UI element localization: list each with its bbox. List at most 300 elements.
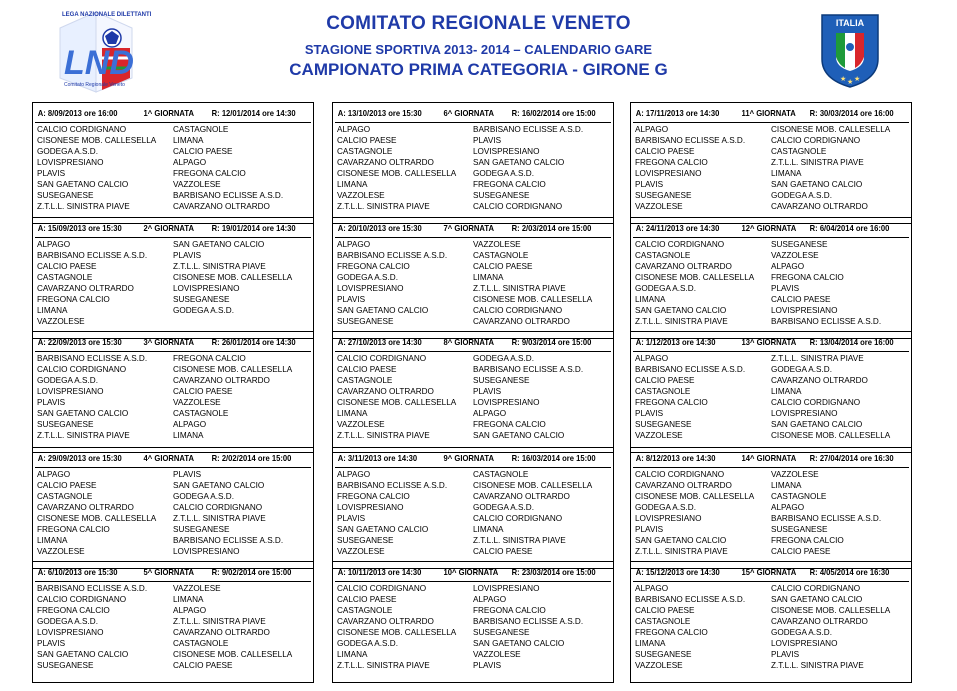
round-number: 15^ GIORNATA <box>741 567 797 577</box>
away-team: PLAVIS <box>473 387 502 396</box>
away-team: CALCIO PAESE <box>771 295 831 304</box>
match-row <box>37 546 313 557</box>
away-team: VAZZOLESE <box>771 470 819 479</box>
match-row <box>37 135 313 146</box>
home-team: GODEGA A.S.D. <box>37 617 98 626</box>
match-row <box>635 502 911 513</box>
round-number: 1^ GIORNATA <box>143 108 194 118</box>
away-team: BARBISANO ECLISSE A.S.D. <box>473 617 584 626</box>
away-team: CAVARZANO OLTRARDO <box>771 202 868 211</box>
match-row <box>635 272 911 283</box>
match-row <box>337 190 613 201</box>
match-row <box>37 430 313 441</box>
away-team: GODEGA A.S.D. <box>473 169 534 178</box>
ritorno-date: R: 6/04/2014 ore 16:00 <box>809 223 890 233</box>
match-row <box>37 480 313 491</box>
round-box <box>32 102 314 224</box>
home-team: BARBISANO ECLISSE A.S.D. <box>37 584 148 593</box>
home-team: Z.T.L.L. SINISTRA PIAVE <box>37 431 130 440</box>
away-team: CISONESE MOB. CALLESELLA <box>173 365 293 374</box>
match-row <box>337 594 613 605</box>
away-team: Z.T.L.L. SINISTRA PIAVE <box>473 284 566 293</box>
match-row <box>337 660 613 671</box>
home-team: FREGONA CALCIO <box>635 398 708 407</box>
round-header <box>35 220 311 238</box>
home-team: CALCIO PAESE <box>337 595 397 604</box>
away-team: SAN GAETANO CALCIO <box>473 639 565 648</box>
home-team: FREGONA CALCIO <box>37 525 110 534</box>
away-team: LOVISPRESIANO <box>173 284 240 293</box>
home-team: CISONESE MOB. CALLESELLA <box>337 169 457 178</box>
andata-date: A: 17/11/2013 ore 14:30 <box>635 108 720 118</box>
match-row <box>37 660 313 671</box>
home-team: SAN GAETANO CALCIO <box>337 306 429 315</box>
away-team: FREGONA CALCIO <box>771 273 844 282</box>
away-team: PLAVIS <box>173 470 202 479</box>
match-row <box>337 491 613 502</box>
away-team: ALPAGO <box>473 409 507 418</box>
match-row <box>337 513 613 524</box>
match-row <box>337 124 613 135</box>
match-list <box>337 353 613 441</box>
away-team: BARBISANO ECLISSE A.S.D. <box>473 125 584 134</box>
round-header <box>335 220 611 238</box>
match-row <box>635 638 911 649</box>
match-list <box>635 469 911 557</box>
match-row <box>635 250 911 261</box>
match-row <box>37 535 313 546</box>
match-row <box>337 649 613 660</box>
away-team: BARBISANO ECLISSE A.S.D. <box>771 514 882 523</box>
match-row <box>635 353 911 364</box>
match-row <box>337 261 613 272</box>
match-row <box>635 168 911 179</box>
away-team: SAN GAETANO CALCIO <box>173 481 265 490</box>
away-team: VAZZOLESE <box>473 240 521 249</box>
home-team: PLAVIS <box>337 514 366 523</box>
round-number: 5^ GIORNATA <box>143 567 194 577</box>
andata-date: A: 24/11/2013 ore 14:30 <box>635 223 720 233</box>
home-team: CALCIO PAESE <box>37 262 97 271</box>
home-team: LIMANA <box>635 295 666 304</box>
andata-date: A: 15/12/2013 ore 14:30 <box>635 567 720 577</box>
match-row <box>337 638 613 649</box>
away-team: LIMANA <box>771 169 802 178</box>
match-row <box>635 239 911 250</box>
away-team: LOVISPRESIANO <box>173 547 240 556</box>
away-team: SUSEGANESE <box>771 525 828 534</box>
match-row <box>635 546 911 557</box>
andata-date: A: 29/09/2013 ore 15:30 <box>37 453 122 463</box>
championship-title: CAMPIONATO PRIMA CATEGORIA - GIRONE G <box>289 60 668 79</box>
away-team: FREGONA CALCIO <box>473 420 546 429</box>
away-team: GODEGA A.S.D. <box>473 354 534 363</box>
away-team: Z.T.L.L. SINISTRA PIAVE <box>771 354 864 363</box>
match-row <box>635 535 911 546</box>
away-team: ALPAGO <box>473 595 507 604</box>
home-team: GODEGA A.S.D. <box>37 376 98 385</box>
home-team: CASTAGNOLE <box>37 273 93 282</box>
match-row <box>635 419 911 430</box>
away-team: CAVARZANO OLTRARDO <box>473 317 570 326</box>
round-number: 3^ GIORNATA <box>143 337 194 347</box>
home-team: Z.T.L.L. SINISTRA PIAVE <box>337 661 430 670</box>
match-row <box>635 524 911 535</box>
round-box <box>332 561 614 683</box>
away-team: Z.T.L.L. SINISTRA PIAVE <box>173 514 266 523</box>
match-row <box>37 638 313 649</box>
match-row <box>37 353 313 364</box>
round-box <box>32 447 314 569</box>
away-team: SUSEGANESE <box>473 191 530 200</box>
home-team: CALCIO PAESE <box>37 481 97 490</box>
home-team: PLAVIS <box>37 169 66 178</box>
match-row <box>37 616 313 627</box>
away-team: CAVARZANO OLTRARDO <box>173 628 270 637</box>
round-box <box>630 561 912 683</box>
away-team: LIMANA <box>173 136 204 145</box>
away-team: CALCIO PAESE <box>771 547 831 556</box>
match-row <box>37 157 313 168</box>
home-team: Z.T.L.L. SINISTRA PIAVE <box>635 317 728 326</box>
away-team: LOVISPRESIANO <box>771 409 838 418</box>
match-row <box>635 283 911 294</box>
round-box <box>332 331 614 453</box>
match-row <box>337 364 613 375</box>
round-number: 6^ GIORNATA <box>443 108 494 118</box>
andata-date: A: 20/10/2013 ore 15:30 <box>337 223 422 233</box>
home-team: CAVARZANO OLTRARDO <box>337 158 434 167</box>
home-team: PLAVIS <box>337 295 366 304</box>
figc-logo <box>820 13 880 89</box>
away-team: ALPAGO <box>173 158 207 167</box>
match-row <box>635 491 911 502</box>
home-team: GODEGA A.S.D. <box>337 273 398 282</box>
away-team: CALCIO CORDIGNANO <box>473 306 563 315</box>
match-row <box>635 179 911 190</box>
round-header <box>335 450 611 468</box>
round-number: 13^ GIORNATA <box>741 337 797 347</box>
away-team: SAN GAETANO CALCIO <box>473 158 565 167</box>
match-row <box>37 491 313 502</box>
home-team: VAZZOLESE <box>635 202 683 211</box>
match-row <box>37 283 313 294</box>
match-row <box>337 419 613 430</box>
match-row <box>337 386 613 397</box>
round-number: 2^ GIORNATA <box>143 223 194 233</box>
home-team: GODEGA A.S.D. <box>37 147 98 156</box>
away-team: LOVISPRESIANO <box>473 398 540 407</box>
away-team: BARBISANO ECLISSE A.S.D. <box>173 536 284 545</box>
ritorno-date: R: 9/03/2014 ore 15:00 <box>511 337 592 347</box>
match-list <box>37 124 313 212</box>
away-team: BARBISANO ECLISSE A.S.D. <box>771 317 882 326</box>
home-team: GODEGA A.S.D. <box>635 503 696 512</box>
home-team: LIMANA <box>337 650 368 659</box>
match-row <box>337 201 613 212</box>
home-team: SUSEGANESE <box>635 650 692 659</box>
lnd-letters: LND <box>64 44 134 82</box>
ritorno-date: R: 2/02/2014 ore 15:00 <box>211 453 292 463</box>
home-team: CALCIO CORDIGNANO <box>337 354 427 363</box>
match-row <box>635 397 911 408</box>
away-team: CISONESE MOB. CALLESELLA <box>473 295 593 304</box>
home-team: VAZZOLESE <box>635 661 683 670</box>
away-team: VAZZOLESE <box>173 584 221 593</box>
match-row <box>337 616 613 627</box>
home-team: BARBISANO ECLISSE A.S.D. <box>635 595 746 604</box>
away-team: CALCIO CORDIGNANO <box>173 503 263 512</box>
away-team: FREGONA CALCIO <box>173 169 246 178</box>
match-row <box>635 364 911 375</box>
andata-date: A: 27/10/2013 ore 14:30 <box>337 337 422 347</box>
match-list <box>37 353 313 441</box>
match-row <box>337 375 613 386</box>
ritorno-date: R: 19/01/2014 ore 14:30 <box>211 223 296 233</box>
home-team: LOVISPRESIANO <box>37 628 104 637</box>
away-team: FREGONA CALCIO <box>173 354 246 363</box>
home-team: CAVARZANO OLTRARDO <box>37 284 134 293</box>
match-row <box>37 239 313 250</box>
away-team: VAZZOLESE <box>173 398 221 407</box>
home-team: SUSEGANESE <box>37 420 94 429</box>
away-team: SUSEGANESE <box>173 525 230 534</box>
home-team: SUSEGANESE <box>635 191 692 200</box>
home-team: FREGONA CALCIO <box>37 295 110 304</box>
away-team: LOVISPRESIANO <box>771 306 838 315</box>
home-team: CISONESE MOB. CALLESELLA <box>37 514 157 523</box>
andata-date: A: 10/11/2013 ore 14:30 <box>337 567 422 577</box>
match-row <box>37 408 313 419</box>
home-team: ALPAGO <box>37 240 71 249</box>
ritorno-date: R: 27/04/2014 ore 16:30 <box>809 453 894 463</box>
home-team: CASTAGNOLE <box>337 376 393 385</box>
page-title: COMITATO REGIONALE VENETO <box>326 13 631 34</box>
round-header <box>335 564 611 582</box>
home-team: SAN GAETANO CALCIO <box>37 180 129 189</box>
home-team: LOVISPRESIANO <box>635 514 702 523</box>
away-team: CALCIO CORDIGNANO <box>771 584 861 593</box>
home-team: BARBISANO ECLISSE A.S.D. <box>37 251 148 260</box>
home-team: CALCIO CORDIGNANO <box>37 595 127 604</box>
ritorno-date: R: 30/03/2014 ore 16:00 <box>809 108 894 118</box>
home-team: BARBISANO ECLISSE A.S.D. <box>635 365 746 374</box>
home-team: BARBISANO ECLISSE A.S.D. <box>337 481 448 490</box>
home-team: SUSEGANESE <box>337 536 394 545</box>
match-row <box>337 239 613 250</box>
away-team: SAN GAETANO CALCIO <box>473 431 565 440</box>
away-team: LIMANA <box>173 595 204 604</box>
home-team: CISONESE MOB. CALLESELLA <box>635 492 755 501</box>
match-row <box>337 430 613 441</box>
away-team: SAN GAETANO CALCIO <box>173 240 265 249</box>
match-row <box>37 294 313 305</box>
away-team: CALCIO PAESE <box>473 262 533 271</box>
match-row <box>635 386 911 397</box>
away-team: VAZZOLESE <box>173 180 221 189</box>
andata-date: A: 13/10/2013 ore 15:30 <box>337 108 422 118</box>
away-team: CISONESE MOB. CALLESELLA <box>771 606 891 615</box>
match-list <box>337 239 613 327</box>
home-team: PLAVIS <box>635 409 664 418</box>
match-row <box>337 535 613 546</box>
away-team: CAVARZANO OLTRARDO <box>771 376 868 385</box>
away-team: CALCIO CORDIGNANO <box>473 514 563 523</box>
home-team: CALCIO CORDIGNANO <box>337 584 427 593</box>
away-team: ALPAGO <box>173 420 207 429</box>
home-team: FREGONA CALCIO <box>337 262 410 271</box>
match-row <box>635 375 911 386</box>
match-list <box>37 469 313 557</box>
away-team: BARBISANO ECLISSE A.S.D. <box>173 191 284 200</box>
match-row <box>37 124 313 135</box>
away-team: CASTAGNOLE <box>771 492 827 501</box>
away-team: ALPAGO <box>771 503 805 512</box>
away-team: LIMANA <box>771 481 802 490</box>
ritorno-date: R: 4/05/2014 ore 16:30 <box>809 567 890 577</box>
match-row <box>37 168 313 179</box>
match-row <box>635 605 911 616</box>
match-row <box>37 250 313 261</box>
home-team: SAN GAETANO CALCIO <box>635 306 727 315</box>
home-team: LIMANA <box>37 536 68 545</box>
away-team: ALPAGO <box>173 606 207 615</box>
home-team: CALCIO PAESE <box>635 376 695 385</box>
andata-date: A: 8/12/2013 ore 14:30 <box>635 453 716 463</box>
home-team: Z.T.L.L. SINISTRA PIAVE <box>337 202 430 211</box>
match-row <box>37 190 313 201</box>
away-team: GODEGA A.S.D. <box>771 628 832 637</box>
match-row <box>635 124 911 135</box>
match-row <box>37 305 313 316</box>
round-header <box>35 450 311 468</box>
away-team: GODEGA A.S.D. <box>771 191 832 200</box>
match-row <box>37 386 313 397</box>
home-team: Z.T.L.L. SINISTRA PIAVE <box>635 547 728 556</box>
match-row <box>635 146 911 157</box>
away-team: CASTAGNOLE <box>771 147 827 156</box>
home-team: CASTAGNOLE <box>635 387 691 396</box>
away-team: SAN GAETANO CALCIO <box>771 595 863 604</box>
away-team: SUSEGANESE <box>173 295 230 304</box>
home-team: PLAVIS <box>37 398 66 407</box>
away-team: Z.T.L.L. SINISTRA PIAVE <box>173 617 266 626</box>
away-team: Z.T.L.L. SINISTRA PIAVE <box>173 262 266 271</box>
match-row <box>337 524 613 535</box>
away-team: CALCIO CORDIGNANO <box>771 136 861 145</box>
home-team: ALPAGO <box>635 354 669 363</box>
away-team: CISONESE MOB. CALLESELLA <box>771 125 891 134</box>
home-team: LIMANA <box>635 639 666 648</box>
match-row <box>337 397 613 408</box>
home-team: LOVISPRESIANO <box>37 387 104 396</box>
away-team: SUSEGANESE <box>473 376 530 385</box>
home-team: CASTAGNOLE <box>337 606 393 615</box>
home-team: FREGONA CALCIO <box>635 628 708 637</box>
round-number: 8^ GIORNATA <box>443 337 494 347</box>
home-team: PLAVIS <box>635 525 664 534</box>
round-box <box>332 102 614 224</box>
match-row <box>635 201 911 212</box>
match-row <box>635 616 911 627</box>
match-row <box>635 469 911 480</box>
away-team: LOVISPRESIANO <box>473 147 540 156</box>
home-team: CISONESE MOB. CALLESELLA <box>337 628 457 637</box>
match-row <box>337 546 613 557</box>
match-row <box>337 605 613 616</box>
away-team: Z.T.L.L. SINISTRA PIAVE <box>771 661 864 670</box>
match-list <box>337 124 613 212</box>
round-header <box>35 334 311 352</box>
match-row <box>635 157 911 168</box>
ritorno-date: R: 2/03/2014 ore 15:00 <box>511 223 592 233</box>
away-team: SAN GAETANO CALCIO <box>771 420 863 429</box>
away-team: LOVISPRESIANO <box>771 639 838 648</box>
match-row <box>337 305 613 316</box>
away-team: GODEGA A.S.D. <box>173 306 234 315</box>
away-team: CASTAGNOLE <box>173 639 229 648</box>
home-team: CALCIO PAESE <box>635 147 695 156</box>
home-team: CAVARZANO OLTRARDO <box>337 617 434 626</box>
star-icon: ★ <box>840 75 847 83</box>
andata-date: A: 6/10/2013 ore 15:30 <box>37 567 118 577</box>
home-team: CALCIO CORDIGNANO <box>37 125 127 134</box>
away-team: CASTAGNOLE <box>173 125 229 134</box>
ritorno-date: R: 12/01/2014 ore 14:30 <box>211 108 296 118</box>
home-team: GODEGA A.S.D. <box>337 639 398 648</box>
match-row <box>37 375 313 386</box>
match-row <box>635 135 911 146</box>
home-team: CALCIO CORDIGNANO <box>635 470 725 479</box>
round-box <box>630 102 912 224</box>
away-team: SUSEGANESE <box>771 240 828 249</box>
match-row <box>337 157 613 168</box>
round-number: 4^ GIORNATA <box>143 453 194 463</box>
star-icon: ★ <box>847 78 854 86</box>
home-team: SAN GAETANO CALCIO <box>37 650 129 659</box>
match-row <box>635 261 911 272</box>
round-header <box>633 220 909 238</box>
away-team: FREGONA CALCIO <box>771 536 844 545</box>
match-row <box>37 594 313 605</box>
home-team: SAN GAETANO CALCIO <box>337 525 429 534</box>
away-team: CISONESE MOB. CALLESELLA <box>771 431 891 440</box>
season-subtitle: STAGIONE SPORTIVA 2013- 2014 – CALENDARIO GARE <box>304 42 653 57</box>
match-row <box>635 316 911 327</box>
home-team: SUSEGANESE <box>635 420 692 429</box>
match-row <box>337 179 613 190</box>
match-row <box>337 480 613 491</box>
away-team: FREGONA CALCIO <box>473 606 546 615</box>
home-team: LOVISPRESIANO <box>37 158 104 167</box>
round-header <box>35 105 311 123</box>
home-team: Z.T.L.L. SINISTRA PIAVE <box>337 431 430 440</box>
match-row <box>635 480 911 491</box>
match-row <box>635 649 911 660</box>
away-team: CALCIO PAESE <box>173 387 233 396</box>
match-row <box>337 502 613 513</box>
home-team: ALPAGO <box>337 470 371 479</box>
home-team: ALPAGO <box>37 470 71 479</box>
home-team: FREGONA CALCIO <box>337 492 410 501</box>
andata-date: A: 8/09/2013 ore 16:00 <box>37 108 118 118</box>
home-team: SAN GAETANO CALCIO <box>635 536 727 545</box>
match-row <box>37 316 313 327</box>
home-team: LOVISPRESIANO <box>635 169 702 178</box>
away-team: CAVARZANO OLTRARDO <box>473 492 570 501</box>
match-row <box>337 408 613 419</box>
round-box <box>630 331 912 453</box>
